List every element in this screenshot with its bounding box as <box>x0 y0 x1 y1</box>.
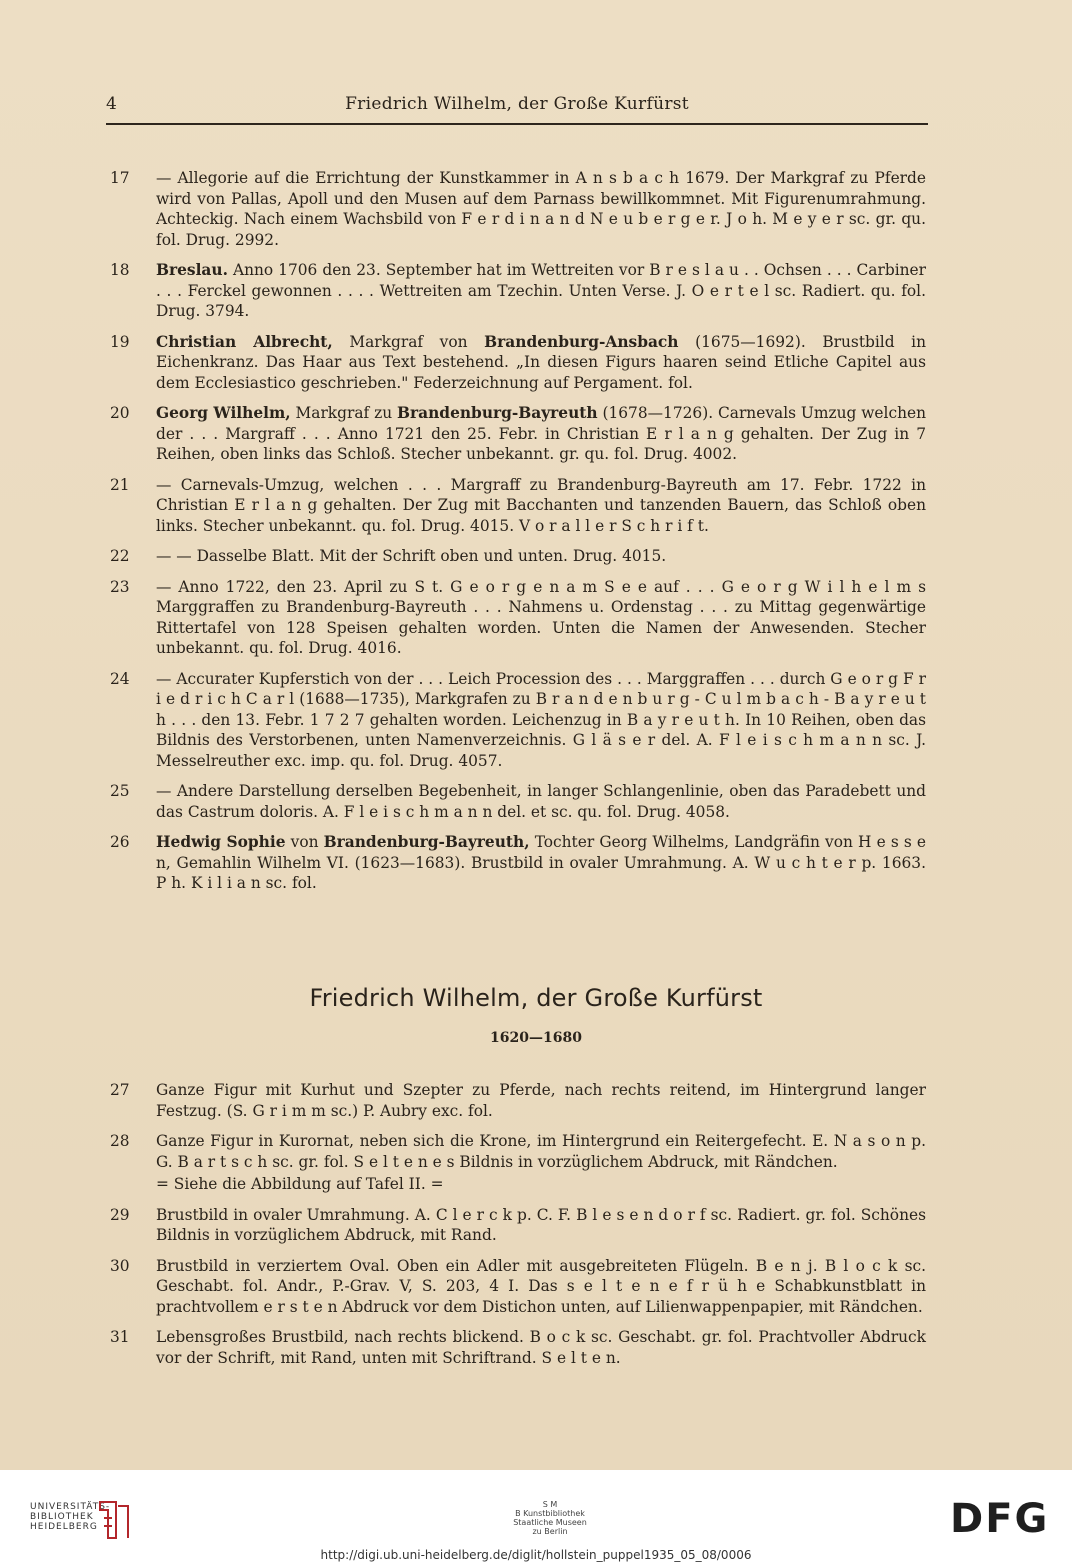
university-logo-icon <box>96 1498 132 1542</box>
entry-number: 17 <box>110 169 130 187</box>
entry-segment: Brustbild in verziertem Oval. Oben ein Adler mit ausgebreiteten Flügeln. B e n j. B l o c k sc. Geschabt. fol. Andr., P.-Grav. V, S. 203, 4 I. Das s e l t e n e f r ü h e Schabkunstblatt in prachtvollem e r s t e n Abdruck vor dem Distichon unten, auf Lilienwappenpapier, mit Rändchen. <box>156 1256 926 1316</box>
entry-text <box>156 1256 926 1318</box>
footer-bar <box>0 1470 1072 1563</box>
entry-number: 20 <box>110 404 130 422</box>
page-header <box>106 92 928 122</box>
entry-text <box>156 475 926 537</box>
entry-text <box>156 1080 926 1121</box>
entry-number: 25 <box>110 782 130 800</box>
section-dates: 1620—1680 <box>490 1030 582 1046</box>
entry-segment: (1678—1726). Carnevals Umzug welchen der . . . Margraff . . . Anno 1721 den 25. Febr. in Christian E r l a n g gehalten. Der Zug in 7 Reihen, oben links das Schloß. Stecher unbekannt. gr. qu. fol. Drug. 4002. <box>156 404 926 463</box>
catalog-entry <box>110 832 926 894</box>
entry-name: Brandenburg-Bayreuth <box>397 404 598 422</box>
entry-segment: von <box>285 833 324 851</box>
entry-number: 29 <box>110 1205 130 1224</box>
entry-number: 19 <box>110 332 130 351</box>
entry-segment: — Allegorie auf die Errichtung der Kunstkammer in A n s b a c h 1679. Der Markgraf zu Pferde wird von Pallas, Apoll und den Musen auf dem Parnass bewillkommnet. Mit Figurenumrahmung. Achteckig. Nach einem Wachsbild von F e r d i n a n d N e u b e r g e r. J o h. M e y e r sc. gr. qu. fol. Drug. 2992. <box>156 169 926 249</box>
entry-segment: — Accurater Kupferstich von der . . . Leich Procession des . . . Marggraffen . . . durch G e o r g F r i e d r i c h C a r l (1688—1735), Markgrafen zu B r a n d e n b u r g - C u l m b a c h - B a y r e u t h . . . den 13. Febr. 1 7 2 7 gehalten worden. Leichenzug in B a y r e u t h. In 10 Reihen, oben das Bildnis des Verstorbenen, unten Namenverzeichnis. G l ä s e r del. A. F l e i s c h m a n n sc. J. Messelreuther exc. imp. qu. fol. Drug. 4057. <box>156 669 926 770</box>
catalog-entry <box>110 1080 926 1121</box>
entry-name: Christian Albrecht, <box>156 332 333 351</box>
entry-text <box>156 1205 926 1246</box>
entry-segment: Markgraf zu <box>290 404 398 422</box>
entry-text <box>156 669 926 772</box>
entry-number: 24 <box>110 669 130 688</box>
entry-text <box>156 577 926 659</box>
source-url: http://digi.ub.uni-heidelberg.de/diglit/hollstein_puppel1935_05_08/0006 <box>320 1548 752 1562</box>
catalog-entry <box>110 577 926 659</box>
entry-number: 21 <box>110 475 130 494</box>
library-stamp: S M B Kunstbibliothek Staatliche Museen zu Berlin <box>513 1500 587 1536</box>
catalog-entry <box>110 332 926 394</box>
entry-name: Brandenburg-Ansbach <box>484 332 679 351</box>
university-name: UNIVERSITÄTS- BIBLIOTHEK HEIDELBERG <box>30 1502 111 1532</box>
entry-number: 22 <box>110 547 130 565</box>
entry-text <box>156 332 926 394</box>
section-title: Friedrich Wilhelm, der Große Kurfürst <box>309 984 763 1012</box>
entry-segment: Anno 1706 den 23. September hat im Wettreiten vor B r e s l a u . . Ochsen . . . Carbiner . . . Ferckel gewonnen . . . . Wettreiten am Tzechin. Unten Verse. J. O e r t e l sc. Radiert. qu. fol. Drug. 3794. <box>156 261 926 320</box>
catalog-entries <box>110 168 926 904</box>
entry-segment: Ganze Figur in Kurornat, neben sich die Krone, im Hintergrund ein Reitergefecht. E. N a s o n p. G. B a r t s c h sc. gr. fol. S e l t e n e s Bildnis in vorzüglichem Abdruck, mit Rändchen. <box>156 1132 926 1171</box>
entry-text <box>156 168 926 250</box>
entry-segment: — Anno 1722, den 23. April zu S t. G e o r g e n a m S e e auf . . . G e o r g W i l h e l m s Marggraffen zu Brandenburg-Bayreuth . . . Nahmens u. Ordenstag . . . zu Mittag gegenwärtige Rittertafel von 128 Speisen gehalten worden. Unten die Namen der Anwesenden. Stecher unbekannt. qu. fol. Drug. 4016. <box>156 577 926 657</box>
entry-number: 31 <box>110 1328 130 1346</box>
entry-text <box>156 832 926 894</box>
dfg-logo: DFG <box>950 1496 1050 1542</box>
catalog-entry <box>110 1256 926 1318</box>
catalog-entry <box>110 669 926 772</box>
entry-segment: Brustbild in ovaler Umrahmung. A. C l e r c k p. C. F. B l e s e n d o r f sc. Radiert. gr. fol. Schönes Bildnis in vorzüglichem Abdruck, mit Rand. <box>156 1205 926 1244</box>
catalog-entry <box>110 168 926 250</box>
entry-segment: Tochter Georg Wilhelms, Landgräfin von H e s s e n, Gemahlin Wilhelm VI. (1623—1683). Brustbild in ovaler Umrahmung. A. W u c h t e r p. 1663. P h. K i l i a n sc. fol. <box>156 833 926 892</box>
catalog-entry <box>110 781 926 822</box>
entry-number: 18 <box>110 261 130 279</box>
catalog-entry <box>110 403 926 465</box>
header-rule <box>106 123 928 125</box>
catalog-entry <box>110 1131 926 1172</box>
entry-number: 28 <box>110 1132 130 1150</box>
entry-segment: Ganze Figur mit Kurhut und Szepter zu Pferde, nach rechts reitend, im Hintergrund langer Festzug. (S. G r i m m sc.) P. Aubry exc. fol. <box>156 1081 926 1120</box>
entry-text <box>156 781 926 822</box>
illustration-note: = Siehe die Abbildung auf Tafel II. = <box>156 1175 444 1193</box>
entry-number: 23 <box>110 577 130 596</box>
entry-text <box>156 1131 926 1172</box>
entry-number: 30 <box>110 1256 130 1275</box>
entry-number: 27 <box>110 1081 130 1099</box>
page-number: 4 <box>106 94 117 114</box>
entry-text <box>156 1327 926 1368</box>
entry-number: 26 <box>110 833 130 851</box>
entry-segment: (1675—1692). Brustbild in Eichenkranz. Das Haar aus Text bestehend. „In diesen Figurs haaren seind Etliche Capitel aus dem Ecclesiastico geschrieben." Federzeichnung auf Pergament. fol. <box>156 332 927 392</box>
catalog-entry <box>110 1327 926 1368</box>
catalog-entry <box>110 475 926 537</box>
entry-text <box>156 403 926 465</box>
entry-name: Brandenburg-Bayreuth, <box>323 833 530 851</box>
catalog-entry <box>110 1205 926 1246</box>
catalog-entry <box>110 260 926 322</box>
entry-text <box>156 260 926 322</box>
entry-segment: — Andere Darstellung derselben Begebenheit, in langer Schlangenlinie, oben das Paradebett und das Castrum doloris. A. F l e i s c h m a n n del. et sc. qu. fol. Drug. 4058. <box>156 782 926 821</box>
entry-segment: Markgraf von <box>332 332 485 351</box>
running-title: Friedrich Wilhelm, der Große Kurfürst <box>345 94 689 114</box>
catalog-entries-section <box>110 1080 926 1378</box>
entry-segment: — — Dasselbe Blatt. Mit der Schrift oben und unten. Drug. 4015. <box>156 547 667 565</box>
catalog-entry <box>110 546 926 567</box>
entry-name: Hedwig Sophie <box>156 833 286 851</box>
entry-text <box>156 546 926 567</box>
entry-name: Georg Wilhelm, <box>156 404 291 422</box>
entry-segment: — Carnevals-Umzug, welchen . . . Margraff zu Brandenburg-Bayreuth am 17. Febr. 1722 in Christian E r l a n g gehalten. Der Zug mit Bacchanten und tanzenden Bauern, das Schloß oben links. Stecher unbekannt. qu. fol. Drug. 4015. V o r a l l e r S c h r i f t. <box>156 475 926 535</box>
entry-segment: Lebensgroßes Brustbild, nach rechts blickend. B o c k sc. Geschabt. gr. fol. Prachtvoller Abdruck vor der Schrift, mit Rand, unten mit Schriftrand. S e l t e n. <box>156 1328 926 1367</box>
entry-name: Breslau. <box>156 261 228 279</box>
